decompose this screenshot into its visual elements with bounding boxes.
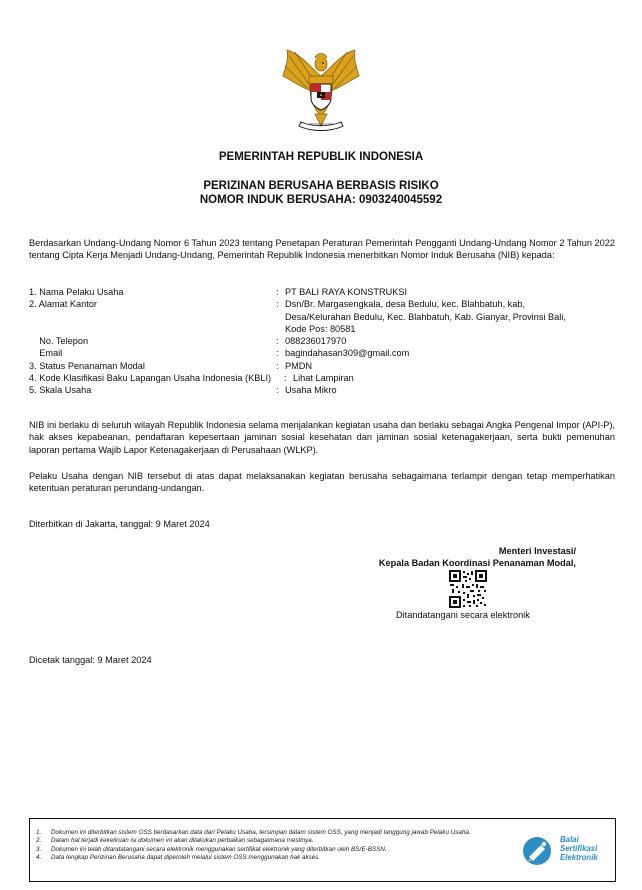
footer-note-text: Dalam hal terjadi kekeliruan isi dokumen ini akan dilakukan perbaikan sebagaimana mestinya. bbox=[51, 837, 314, 845]
bsre-logo-line2: Sertifikasi bbox=[560, 844, 598, 853]
field-colon: : bbox=[276, 385, 279, 396]
intro-paragraph: Berdasarkan Undang-Undang Nomor 6 Tahun 2023 tentang Penetapan Peraturan Pemerintah Pengganti Undang-Undang Nomor 2 Tahun 2022 tentang Cipta Kerja Menjadi Undang-Undang, Pemerintah Republik Indonesia menerbitkan Nomor Induk Berusaha (NIB) kepada: bbox=[29, 238, 615, 261]
footer-note-text: Data lengkap Perizinan Berusaha dapat diperoleh melalui sistem OSS menggunakan hak akses. bbox=[51, 854, 321, 862]
field-row-phone bbox=[29, 335, 615, 347]
footer-note-number: 1. bbox=[36, 829, 42, 836]
bsre-logo-line1: Balai bbox=[560, 835, 579, 844]
footer-note-number: 2. bbox=[36, 837, 42, 845]
field-value: bagindahasan309@gmail.com bbox=[285, 348, 410, 359]
qr-code-icon bbox=[449, 570, 487, 608]
field-value: PMDN bbox=[285, 360, 313, 371]
field-value: Lihat Lampiran bbox=[293, 373, 354, 384]
footer-note-number: 3. bbox=[36, 845, 42, 853]
nib-validity-paragraph: NIB ini berlaku di seluruh wilayah Republik Indonesia selama menjalankan kegiatan usaha dan berlaku sebagai Angka Pengenal Impor (API-P), hak akses kepabeanan, pendaftaran kepesertaan jaminan sosial kesehatan dan jaminan sosial ketenagakerjaan, serta bukti pemenuhan laporan pertama Wajib Lapor Ketenagakerjaan di Perusahaan (WLKP). bbox=[29, 420, 615, 455]
electronic-signature-note: Ditandatangani secara elektronik bbox=[396, 610, 530, 620]
field-colon: : bbox=[276, 336, 279, 347]
footer-note-text: Dokumen ini telah ditandatangani secara elektronik menggunakan sertifikat elektronik yang diterbitkan oleh BSrE-BSSN. bbox=[51, 845, 387, 853]
field-label: No. Telepon bbox=[29, 336, 89, 347]
footer-notes-list bbox=[36, 829, 516, 863]
nib-number: NOMOR INDUK BERUSAHA: 0903240045592 bbox=[199, 194, 443, 206]
bsre-logo-line3: Elektronik bbox=[560, 853, 598, 862]
bsre-logo bbox=[520, 833, 612, 869]
printed-date: Dicetak tanggal: 9 Maret 2024 bbox=[29, 655, 152, 665]
field-label: 5. Skala Usaha bbox=[29, 385, 92, 396]
field-label: 4. Kode Klasifikasi Baku Lapangan Usaha Indonesia (KBLI) bbox=[29, 373, 272, 384]
field-value: Dsn/Br. Margasengkala, desa Bedulu, kec. Blahbatuh, kab, Desa/Kelurahan Bedulu, Kec. Blahbatuh, Kab. Gianyar, Provinsi Bali, Kode Pos: 80581 bbox=[285, 299, 566, 334]
field-colon: : bbox=[276, 287, 279, 297]
footer-note bbox=[36, 846, 516, 854]
government-heading: PEMERINTAH REPUBLIK INDONESIA bbox=[218, 151, 424, 163]
field-colon: : bbox=[276, 348, 279, 359]
field-row-investment-status bbox=[29, 360, 615, 372]
obligation-paragraph: Pelaku Usaha dengan NIB tersebut di atas dapat melaksanakan kegiatan berusaha sebagaimana terlampir dengan tetap memperhatikan ketentuan peraturan perundang-undangan. bbox=[29, 471, 615, 494]
footer-note bbox=[36, 837, 516, 845]
field-colon: : bbox=[276, 360, 279, 371]
field-label: 2. Alamat Kantor bbox=[29, 299, 97, 310]
field-label: 1. Nama Pelaku Usaha bbox=[29, 287, 124, 297]
field-colon: : bbox=[276, 299, 279, 310]
field-value: 088236017970 bbox=[285, 336, 347, 347]
footer-note-text: Dokumen ini diterbitkan sistem OSS berdasarkan data dari Pelaku Usaha, tersimpan dalam sistem OSS, yang menjadi tanggung jawab Pelaku Usaha. bbox=[51, 829, 471, 836]
field-row-kbli bbox=[29, 372, 615, 384]
document-title: PERIZINAN BERUSAHA BERBASIS RISIKO bbox=[203, 180, 439, 192]
business-details bbox=[29, 286, 615, 397]
field-value: PT BALI RAYA KONSTRUKSI bbox=[285, 287, 408, 297]
bsre-logo-text bbox=[560, 835, 598, 862]
field-colon: : bbox=[284, 373, 287, 384]
garuda-emblem-icon bbox=[279, 46, 363, 134]
footer-note bbox=[36, 854, 516, 862]
field-row-address bbox=[29, 298, 615, 335]
footer-note-number: 4. bbox=[36, 854, 42, 862]
footer-note bbox=[36, 829, 516, 837]
field-row-scale bbox=[29, 384, 615, 396]
signatory-block bbox=[330, 545, 576, 570]
field-label: 3. Status Penanaman Modal bbox=[29, 360, 145, 371]
issued-date: Diterbitkan di Jakarta, tanggal: 9 Maret 2024 bbox=[29, 519, 210, 529]
field-row-name bbox=[29, 286, 615, 298]
bsre-logo-icon bbox=[520, 835, 554, 867]
field-row-email bbox=[29, 347, 615, 359]
field-label: Email bbox=[29, 348, 63, 359]
field-value: Usaha Mikro bbox=[285, 385, 337, 396]
footer-notes-box bbox=[29, 818, 616, 882]
signatory-title-line2: Kepala Badan Koordinasi Penanaman Modal, bbox=[378, 558, 576, 569]
signatory-title-line1: Menteri Investasi/ bbox=[498, 546, 576, 556]
